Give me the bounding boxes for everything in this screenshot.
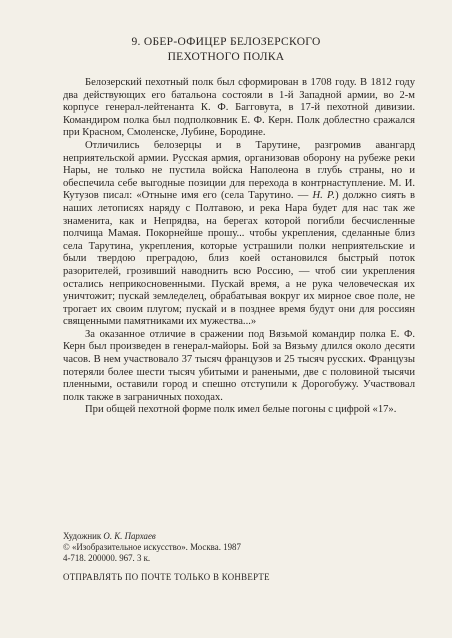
title-line-2: ПЕХОТНОГО ПОЛКА [167, 51, 285, 63]
artist-name: О. К. Пархаев [103, 531, 156, 541]
mailing-notice: ОТПРАВЛЯТЬ ПО ПОЧТЕ ТОЛЬКО В КОНВЕРТЕ [63, 572, 270, 582]
paragraph-2 [63, 140, 415, 329]
paragraph-2-part-1: Отличились белозерцы и в Тарутине, разгромив авангард неприятельской армии. Русская армия, организовав оборону на рубеже реки Нары, не только не пустила войска Наполеона в глубь страны, но и обеспечила себе выгодные позиции для перехода в контрнаступление. М. И. Кутузов писал: «Отныне имя его (села Тарутино. — [63, 139, 415, 202]
paragraph-1: Белозерский пехотный полк был сформирован в 1708 году. В 1812 году два действующих его батальона состояли в 1-й Западной армии, во 2-м корпусе генерал-лейтенанта К. Ф. Багговута, в 17-й пехотной дивизии. Командиром полка был подполковник Е. Ф. Керн. Полк доблестно сражался при Красном, Смоленске, Лубине, Бородине. [63, 77, 415, 139]
copyright-line: © «Изобразительное искусство». Москва. 1987 [63, 542, 241, 552]
print-info-line: 4-718. 200000. 967. 3 к. [63, 553, 151, 563]
paragraph-4: При общей пехотной форме полк имел белые погоны с цифрой «17». [85, 404, 397, 416]
body-text [63, 77, 415, 417]
title-line-1: 9. ОБЕР-ОФИЦЕР БЕЛОЗЕРСКОГО [131, 36, 321, 48]
paragraph-3: За оказанное отличие в сражении под Вязьмой командир полка Е. Ф. Керн был произведен в генерал-майоры. Бой за Вязьму длился около десяти часов. В нем участвовало 37 тысяч французов и 25 тысяч русских. Французы потеряли более шести тысяч убитыми и ранеными, две с половиной тысячи пленными, оставили город и спешно отступили к Дорогобужу. Участвовал полк также в заграничных походах. [63, 328, 415, 403]
credits-block [63, 531, 423, 583]
paragraph-2-part-2: ) должно сиять в наших летописях наряду с Полтавою, и река Нара будет для нас так же знаменита, как и Непрядва, на берегах которой погибли бесчисленные полчища Мамая. Покорнейше прошу... чтобы укрепления, сделанные близ села Тарутина, укрепления, которые устрашили полки неприятельские и были твердою преградою, близ коей остановился быстрый поток разорителей, грозивший наводнить всю Россию, — чтоб сии укрепления остались неприкосновенными. Пускай время, а не рука человеческая их уничтожит; пускай земледелец, обрабатывая вокруг их мирное свое поле, не трогает их своим плугом; пускай и в позднее время будут они для россиян священными памятниками их мужества...» [63, 190, 415, 328]
artist-label: Художник [63, 531, 102, 541]
author-initials: Н. Р. [312, 190, 336, 202]
artist-line [63, 531, 423, 542]
